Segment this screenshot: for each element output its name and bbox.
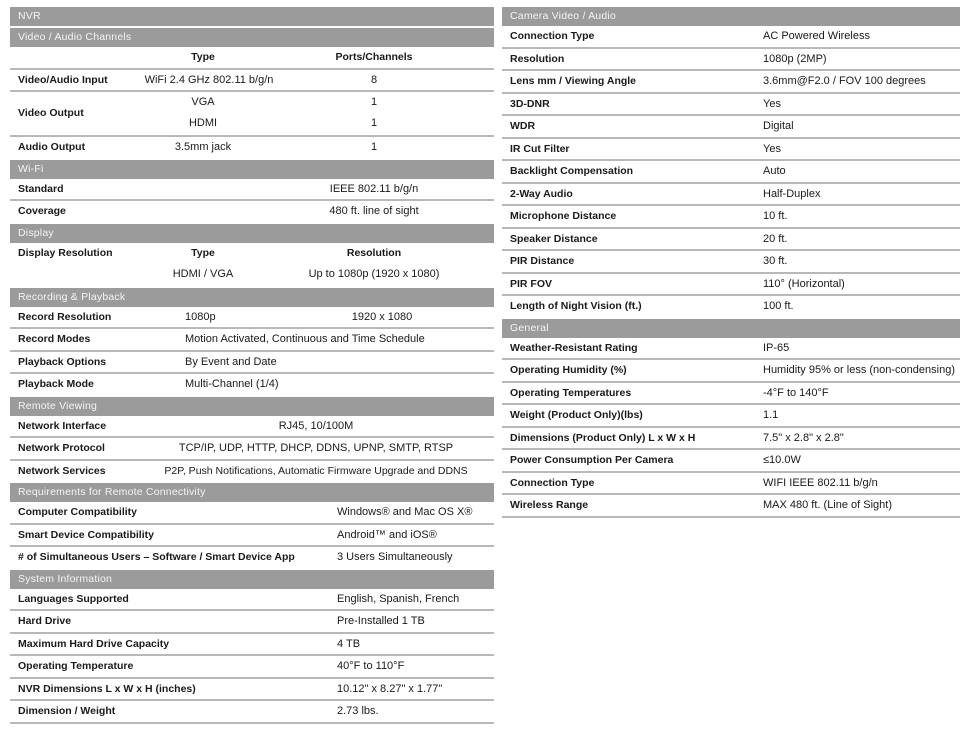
spec-label: Record Modes (18, 333, 91, 345)
col-header-ports: Ports/Channels (335, 51, 413, 63)
spec-value: 3.5mm jack (174, 141, 232, 153)
spec-value: AC Powered Wireless (763, 30, 870, 42)
spec-label: Operating Humidity (%) (510, 364, 627, 376)
spec-value: 7.5" x 2.8" x 2.8" (763, 431, 844, 444)
spec-value: 30 ft. (763, 255, 788, 267)
spec-row (10, 461, 494, 482)
spec-value: Digital (763, 120, 794, 132)
spec-label: Resolution (510, 52, 565, 65)
spec-value: Half-Duplex (763, 187, 821, 200)
spec-label: Record Resolution (18, 310, 112, 323)
spec-label: IR Cut Filter (510, 142, 570, 155)
spec-label: Wireless Range (510, 499, 589, 511)
spec-label: # of Simultaneous Users – Software / Smart Device App (18, 551, 295, 563)
spec-label: Operating Temperature (18, 660, 134, 672)
spec-row (10, 416, 494, 439)
spec-label: Coverage (18, 205, 66, 217)
spec-value: 4 TB (337, 637, 361, 650)
spec-row (10, 70, 494, 93)
spec-row (502, 338, 960, 361)
spec-value: Pre-Installed 1 TB (337, 615, 425, 627)
spec-row (10, 374, 494, 395)
spec-value: WiFi 2.4 GHz 802.11 b/g/n (144, 73, 274, 86)
spec-value: 10 ft. (763, 210, 788, 222)
spec-value: Yes (763, 142, 781, 155)
spec-row (10, 656, 494, 679)
spec-row (10, 547, 494, 568)
section-header-recording-playback: Recording & Playback (10, 288, 494, 307)
spec-label: Power Consumption Per Camera (510, 454, 674, 466)
spec-label: Standard (18, 182, 64, 195)
section-header-general: General (502, 319, 960, 338)
spec-row (10, 525, 494, 548)
spec-row (502, 94, 960, 117)
spec-value: HDMI (188, 117, 218, 129)
spec-row (502, 405, 960, 428)
spec-value: 1.1 (763, 409, 779, 421)
spec-value: Up to 1080p (1920 x 1080) (308, 267, 440, 280)
spec-label: 3D-DNR (510, 97, 550, 110)
spec-row (10, 701, 494, 724)
spec-value: Auto (763, 165, 786, 177)
spec-value: 3 Users Simultaneously (337, 551, 453, 563)
spec-row (502, 274, 960, 297)
spec-value: P2P, Push Notifications, Automatic Firmware Upgrade and DDNS (164, 464, 468, 477)
spec-label: Smart Device Compatibility (18, 528, 154, 541)
spec-value: 100 ft. (763, 300, 794, 312)
spec-value: 40°F to 110°F (337, 660, 405, 672)
spec-value: 1 (370, 141, 378, 153)
spec-label: Lens mm / Viewing Angle (510, 75, 637, 87)
section-header-video-audio-channels: Video / Audio Channels (10, 28, 494, 47)
spec-value: 110° (Horizontal) (763, 277, 845, 290)
spec-value: English, Spanish, French (337, 592, 460, 605)
spec-label: Playback Mode (18, 378, 94, 390)
spec-row (502, 495, 960, 518)
spec-label: NVR Dimensions L x W x H (inches) (18, 682, 196, 695)
spec-value: IEEE 802.11 b/g/n (329, 182, 419, 195)
spec-value: WIFI IEEE 802.11 b/g/n (763, 476, 878, 489)
column-header-row (10, 47, 494, 70)
spec-label: Network Protocol (18, 442, 105, 454)
spec-label: Playback Options (18, 355, 107, 368)
spec-row (502, 161, 960, 184)
spec-label: Network Interface (18, 419, 107, 432)
spec-row (502, 184, 960, 207)
spec-row (502, 71, 960, 94)
spec-row (10, 502, 494, 525)
section-header-system-information: System Information (10, 570, 494, 589)
spec-label: Connection Type (510, 476, 595, 489)
section-header-nvr: NVR (10, 7, 494, 26)
spec-label: Hard Drive (18, 615, 72, 627)
spec-label: Weight (Product Only)(lbs) (510, 409, 643, 421)
spec-row (10, 179, 494, 202)
spec-value: 3.6mm@F2.0 / FOV 100 degrees (763, 75, 926, 87)
spec-label: Connection Type (510, 30, 595, 42)
spec-row (502, 383, 960, 406)
spec-label: Languages Supported (18, 592, 129, 605)
spec-label: PIR FOV (510, 277, 553, 290)
spec-row (502, 473, 960, 496)
spec-value: 8 (370, 73, 378, 86)
spec-row (10, 634, 494, 657)
spec-label: Dimension / Weight (18, 705, 116, 717)
spec-row (10, 589, 494, 612)
nvr-spec-table (10, 5, 494, 724)
spec-value: Windows® and Mac OS X® (337, 506, 473, 518)
spec-value: 1080p (185, 310, 216, 323)
spec-row (10, 243, 494, 286)
spec-label: WDR (510, 120, 536, 132)
spec-row (502, 229, 960, 252)
section-header-remote-viewing: Remote Viewing (10, 397, 494, 416)
spec-label: Microphone Distance (510, 210, 617, 222)
spec-value: Yes (763, 97, 781, 110)
spec-row (10, 307, 494, 330)
spec-row (10, 92, 494, 137)
spec-label: Video/Audio Input (18, 73, 108, 86)
spec-row (502, 206, 960, 229)
spec-label: Dimensions (Product Only) L x W x H (510, 431, 696, 444)
spec-row (10, 352, 494, 375)
spec-value: RJ45, 10/100M (278, 419, 354, 432)
spec-value: 1080p (2MP) (763, 52, 827, 65)
spec-value: HDMI / VGA (172, 267, 234, 280)
spec-row (502, 296, 960, 317)
spec-value: TCP/IP, UDP, HTTP, DHCP, DDNS, UPNP, SMTP, RTSP (178, 442, 454, 454)
spec-row (502, 139, 960, 162)
spec-label: Length of Night Vision (ft.) (510, 300, 642, 312)
spec-row (502, 450, 960, 473)
spec-value: Humidity 95% or less (non-condensing) (763, 364, 955, 376)
section-header-requirements: Requirements for Remote Connectivity (10, 483, 494, 502)
spec-row (10, 201, 494, 222)
spec-value: ≤10.0W (763, 454, 801, 466)
spec-label: Backlight Compensation (510, 165, 634, 177)
spec-row (10, 137, 494, 158)
spec-label: Computer Compatibility (18, 506, 138, 518)
spec-value: 480 ft. line of sight (329, 205, 419, 217)
spec-row (10, 329, 494, 352)
spec-value: Motion Activated, Continuous and Time Schedule (185, 333, 425, 345)
spec-value: -4°F to 140°F (763, 386, 829, 399)
spec-value: 10.12" x 8.27" x 1.77" (337, 682, 443, 695)
spec-value: Android™ and iOS® (337, 528, 437, 541)
col-header-resolution: Resolution (346, 246, 402, 259)
section-header-wifi: Wi-Fi (10, 160, 494, 179)
spec-value: 20 ft. (763, 232, 788, 245)
spec-label: 2-Way Audio (510, 187, 573, 200)
spec-row (502, 428, 960, 451)
spec-label: Network Services (18, 464, 106, 477)
spec-value: VGA (191, 96, 215, 108)
spec-value: Multi-Channel (1/4) (185, 378, 279, 390)
spec-label: Audio Output (18, 141, 86, 153)
spec-value: MAX 480 ft. (Line of Sight) (763, 499, 893, 511)
camera-spec-table (502, 5, 960, 518)
spec-label: Weather-Resistant Rating (510, 341, 638, 354)
spec-value: 1 (370, 117, 378, 129)
spec-label: PIR Distance (510, 255, 575, 267)
spec-row (502, 116, 960, 139)
spec-value: 2.73 lbs. (337, 705, 379, 717)
col-header-type: Type (191, 51, 215, 63)
spec-row (10, 611, 494, 634)
spec-value: By Event and Date (185, 355, 277, 368)
spec-label: Display Resolution (18, 246, 113, 259)
spec-row (10, 679, 494, 702)
spec-row (502, 360, 960, 383)
spec-row (502, 251, 960, 274)
spec-row (502, 26, 960, 49)
spec-label: Operating Temperatures (510, 386, 632, 399)
col-header-type: Type (191, 246, 215, 259)
spec-value: 1920 x 1080 (351, 310, 413, 323)
spec-value: 1 (370, 96, 378, 108)
spec-label: Speaker Distance (510, 232, 598, 245)
spec-value: IP-65 (763, 341, 790, 354)
spec-row (10, 438, 494, 461)
section-header-display: Display (10, 224, 494, 243)
spec-label: Maximum Hard Drive Capacity (18, 637, 170, 650)
section-header-camera-video-audio: Camera Video / Audio (502, 7, 960, 26)
spec-label: Video Output (18, 107, 84, 119)
spec-row (502, 49, 960, 72)
